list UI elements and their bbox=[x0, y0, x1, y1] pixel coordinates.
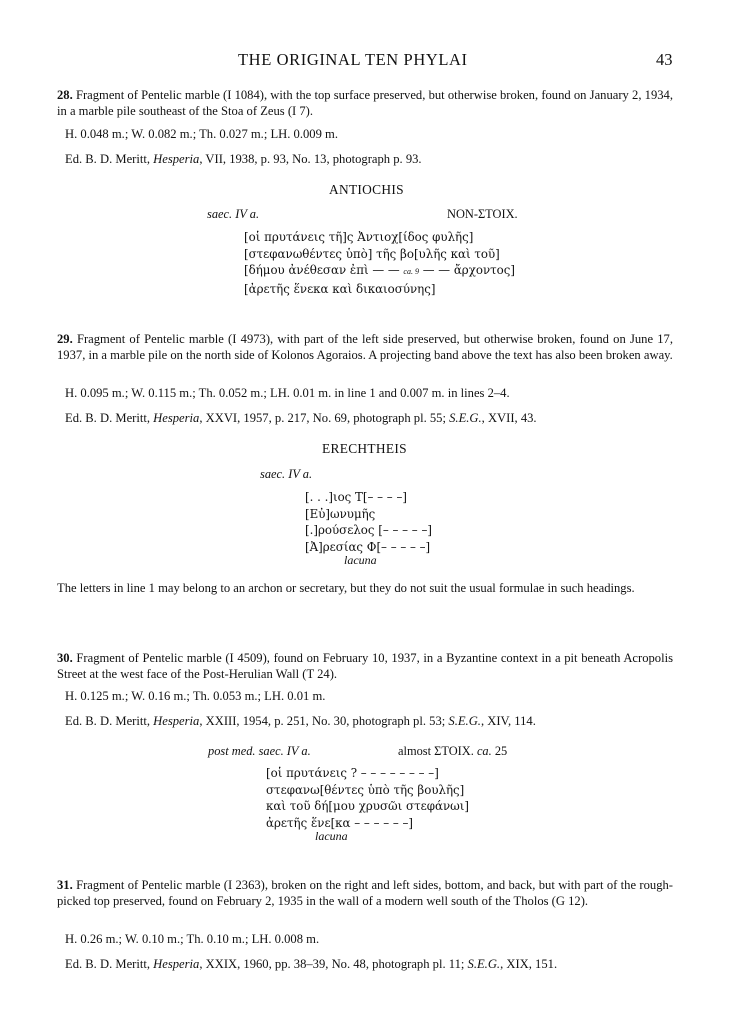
seg-reference: , XIX, 151. bbox=[500, 957, 558, 971]
edition-prefix: Ed. B. D. Meritt, bbox=[65, 411, 151, 425]
entry-29-commentary: The letters in line 1 may belong to an archon or secretary, but they do not suit the usual formulae in such headings. bbox=[57, 581, 635, 595]
inscription-line: ἀρετῆς ἕνε[κα – – – – – –] bbox=[266, 815, 414, 830]
description-text: Fragment of Pentelic marble (I 4973), with part of the left side preserved, but otherwise broken, found on June 17, 1937, in a marble pile on the north side of Kolonos Agoraios. A projecting band above the text has also been broken away. bbox=[57, 332, 673, 363]
entry-number: 29. bbox=[57, 332, 73, 346]
entry-31-dimensions: H. 0.26 m.; W. 0.10 m.; Th. 0.10 m.; LH. 0.008 m. bbox=[65, 932, 320, 946]
edition-prefix: Ed. B. D. Meritt, bbox=[65, 714, 151, 728]
entry-28-description bbox=[57, 87, 673, 120]
inscription-line: [Ἀ]ρεσίας Φ[– – – – –] bbox=[305, 539, 431, 554]
entry-30-lacuna: lacuna bbox=[315, 829, 348, 843]
entry-28-stoichedon: NON-ΣΤΟΙΧ. bbox=[447, 207, 518, 221]
entry-30-inscription bbox=[266, 765, 469, 831]
entry-31-description bbox=[57, 877, 673, 910]
entry-29-description bbox=[57, 331, 673, 364]
inscription-line: [.]ρούσελος [– – – – –] bbox=[305, 523, 432, 538]
seg-abbreviation: S.E.G. bbox=[448, 714, 481, 728]
seg-reference: , XVII, 43. bbox=[481, 411, 537, 425]
inscription-line: [. . .]ιος Τ[– – – –] bbox=[305, 490, 407, 504]
inscription-line: στεφανω[θέντες ὑπὸ τῆς βουλῆς] bbox=[266, 782, 465, 797]
edition-details: , XXVI, 1957, p. 217, No. 69, photograph pl. 55; bbox=[199, 411, 446, 425]
edition-details: , VII, 1938, p. 93, No. 13, photograph p. 93. bbox=[199, 152, 422, 166]
entry-28-edition bbox=[65, 152, 422, 167]
inscription-line bbox=[244, 262, 515, 281]
entry-30-date: post med. saec. IV a. bbox=[208, 744, 311, 758]
description-text: Fragment of Pentelic marble (I 4509), found on February 10, 1937, in a Byzantine context in a pit beneath Acropolis Street at the west face of the Post-Herulian Wall (T 24). bbox=[57, 651, 673, 682]
journal-title: Hesperia bbox=[153, 957, 200, 971]
entry-30-edition bbox=[65, 714, 536, 729]
entry-number: 31. bbox=[57, 878, 73, 892]
inscription-line: [ἀρετῆς ἕνεκα καὶ δικαιοσύνης] bbox=[244, 281, 436, 296]
running-title: THE ORIGINAL TEN PHYLAI bbox=[238, 50, 468, 69]
stoichedon-label: almost ΣΤΟΙΧ. bbox=[398, 744, 474, 758]
entry-number: 30. bbox=[57, 651, 73, 665]
inscription-line: [οἱ πρυτάνεις ? – – – – – – – –] bbox=[266, 766, 439, 780]
entry-28-dimensions: H. 0.048 m.; W. 0.082 m.; Th. 0.027 m.; LH. 0.009 m. bbox=[65, 127, 338, 141]
entry-31-edition bbox=[65, 957, 557, 972]
inscription-line: [Εὐ]ωνυμῆς bbox=[305, 506, 376, 521]
seg-reference: , XIV, 114. bbox=[480, 714, 536, 728]
journal-title: Hesperia bbox=[153, 714, 200, 728]
entry-28-date: saec. IV a. bbox=[207, 207, 260, 221]
description-text: Fragment of Pentelic marble (I 1084), with the top surface preserved, but otherwise broken, found on January 2, 1934, in a marble pile southeast of the Stoa of Zeus (I 7). bbox=[57, 88, 673, 119]
letter-count: 25 bbox=[494, 744, 508, 758]
entry-29-tribe-heading: ERECHTHEIS bbox=[322, 441, 407, 456]
entry-29-dimensions: H. 0.095 m.; W. 0.115 m.; Th. 0.052 m.; LH. 0.01 m. in line 1 and 0.007 m. in lines 2–4. bbox=[65, 386, 510, 400]
entry-29-date: saec. IV a. bbox=[260, 467, 313, 481]
journal-title: Hesperia bbox=[153, 411, 200, 425]
entry-29-inscription bbox=[305, 489, 432, 555]
edition-prefix: Ed. B. D. Meritt, bbox=[65, 957, 151, 971]
seg-abbreviation: S.E.G. bbox=[449, 411, 482, 425]
entry-30-description bbox=[57, 650, 673, 683]
line-text: [δήμου ἀνέθεσαν ἐπὶ — — bbox=[244, 263, 400, 278]
circa-abbreviation: ca. bbox=[476, 744, 492, 758]
edition-prefix: Ed. B. D. Meritt, bbox=[65, 152, 151, 166]
entry-28-tribe-heading: ANTIOCHIS bbox=[329, 182, 404, 197]
entry-30-dimensions: H. 0.125 m.; W. 0.16 m.; Th. 0.053 m.; LH. 0.01 m. bbox=[65, 689, 326, 703]
line-text: — — ἄρχοντος] bbox=[422, 263, 515, 278]
journal-title: Hesperia bbox=[153, 152, 200, 166]
page-number: 43 bbox=[656, 50, 673, 69]
gap-estimate: ca. 9 bbox=[403, 267, 419, 277]
inscription-line: [οἱ πρυτάνεις τῆ]ς Ἀντιοχ[ίδος φυλῆς] bbox=[244, 230, 474, 244]
entry-29-lacuna: lacuna bbox=[344, 553, 377, 567]
entry-number: 28. bbox=[57, 88, 73, 102]
entry-30-stoichedon bbox=[398, 744, 507, 759]
edition-details: , XXIX, 1960, pp. 38–39, No. 48, photograph pl. 11; bbox=[199, 957, 465, 971]
description-text: Fragment of Pentelic marble (I 2363), broken on the right and left sides, bottom, and back, but with part of the rough-picked top preserved, found on February 2, 1935 in the wall of a modern well south of the Tholos (G 12). bbox=[57, 878, 673, 909]
inscription-line: [στεφανωθέντες ὑπὸ] τῆς βο[υλῆς καὶ τοῦ] bbox=[244, 246, 500, 261]
entry-29-edition bbox=[65, 411, 537, 426]
seg-abbreviation: S.E.G. bbox=[467, 957, 501, 971]
entry-28-inscription bbox=[244, 229, 515, 297]
edition-details: , XXIII, 1954, p. 251, No. 30, photograph pl. 53; bbox=[199, 714, 446, 728]
inscription-line: καὶ τοῦ δή[μου χρυσῶι στεφάνωι] bbox=[266, 799, 469, 814]
